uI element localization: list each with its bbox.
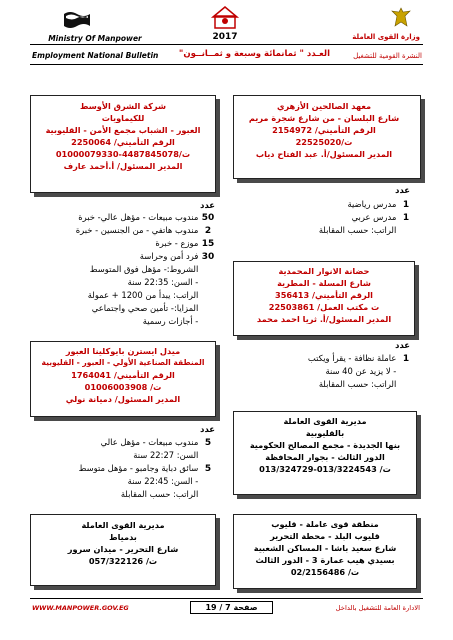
job-row: 2 مندوب هاتفي - من الجنسين - خبرة [75, 225, 212, 236]
job-row: 30 فرد أمن وحراسة [139, 251, 215, 262]
salary-row: الراتب: حسب المقابلة [318, 379, 397, 389]
ministry-en: Ministry Of Manpower [48, 34, 142, 43]
manager-name: المدير المسئول/ أ.أحمد عارف [63, 161, 183, 171]
employer-address: شارع المسلة - المطرية [277, 278, 371, 288]
benefits-row: - أجازات رسمية [142, 316, 199, 326]
salary-row: الراتب: حسب المقابلة [120, 489, 199, 499]
phone-number: ت/ 01006003908 [84, 382, 162, 392]
manager-name: المدير المسئول/ دميانة نولي [65, 394, 181, 404]
job-box-middle-east-chemicals [30, 95, 216, 193]
count-label: عدد [395, 340, 410, 350]
page-number: صفحة 7 / 19 [190, 601, 273, 614]
salary-row: الراتب: حسب المقابلة [318, 225, 397, 235]
phone-number: ت/4487845078-01000079330 [55, 149, 191, 159]
directorate-address: بسيدي هيب عمارة 3 - الدور الثالث [255, 555, 395, 565]
insurance-number: الرقم التأميني/ 1764041 [71, 370, 175, 380]
count-label: عدد [200, 200, 215, 210]
header-rule-top [30, 44, 423, 45]
job-row: 1 عاملة نظافة - يقرأ ويكتب [307, 353, 410, 364]
job-row: 5 مندوب مبيعات - مؤهل عالي [100, 437, 212, 448]
age-row: - السن: 22:35 سنة [127, 277, 199, 287]
count-label: عدد [395, 185, 410, 195]
directorate-name: منطقة قوى عاملة - قليوب [271, 519, 379, 529]
phone-number: ت مكتب العمل/ 22503861 [268, 302, 380, 312]
salary-row: الراتب: يبدأ من 1200 + عمولة [87, 290, 199, 300]
directorate-name: مديرية القوى العاملة [81, 520, 165, 530]
employer-address: المنطقة الصناعية الأولي - العبور - القليوبية [41, 358, 205, 367]
age-row: - السن: 22:45 سنة [127, 476, 199, 486]
department-name: الادارة العامة للتشغيل بالداخل [335, 604, 420, 612]
count-label: عدد [200, 424, 215, 434]
employer-name: حضانة الانوار المحمدية [278, 266, 370, 276]
job-box-nursery [233, 261, 415, 336]
requirements-row: الشروط:- مؤهل فوق المتوسط [89, 264, 199, 274]
benefits-row: المزايا:- تأمين صحي واجتماعي [91, 303, 199, 313]
directorate-box-damietta [30, 514, 216, 586]
issue-title: العـدد " ثمانمائة وسبعة و ثمــانــون" [178, 49, 330, 59]
website-link[interactable]: WWW.MANPOWER.GOV.EG [32, 604, 129, 612]
bulletin-ar: النشرة القومية للتشغيل [353, 52, 422, 60]
employer-name: معهد الصالحين الأزهري [276, 101, 372, 111]
age-row: السن: 22:27 سنة [133, 450, 199, 460]
egypt-eagle-icon [390, 6, 412, 30]
flag-logo [62, 8, 92, 30]
directorate-name: مديرية القوى العاملة [283, 416, 367, 426]
job-row: 50 مندوب مبيعات - مؤهل عالي- خبرة [78, 212, 215, 223]
footer-rule [30, 598, 423, 599]
insurance-number: الرقم التأميني/ 2154972 [272, 125, 376, 135]
employer-name-2: للكيماويات [101, 113, 145, 123]
directorate-region: بالقليوبية [305, 428, 345, 438]
directorate-box-qalyubia [233, 411, 417, 495]
phone-number: ت/22525020 [295, 137, 353, 147]
directorate-region: بدمياط [109, 532, 137, 542]
job-row: - لا يزيد عن 40 سنة [325, 366, 397, 376]
manager-name: المدير المسئول/أ. عبد الفتاح دياب [255, 149, 393, 159]
directorate-address: الدور الثالث - بجوار المحافظة [265, 452, 385, 462]
ministry-ar: وزارة القوى العاملة [352, 33, 420, 41]
header-rule-bottom [30, 64, 423, 65]
directorate-address: شارع سعيد باشا - المساكن الشعبية [253, 543, 397, 553]
job-row: 15 موزع - خبرة [155, 238, 215, 249]
employer-name: ميدل ايسترن بايوكلينا العبور [65, 346, 181, 356]
job-box-bioclean [30, 341, 216, 417]
directorate-address: بنها الجديدة - مجمع المصالح الحكومية [249, 440, 401, 450]
employer-address: العبور - الشباب مجمع الأمن - القليوبية [45, 125, 201, 135]
directorate-phone: ت/ 02/2156486 [290, 567, 360, 577]
manager-name: المدير المسئول/أ. ثريا احمد محمد [256, 314, 392, 324]
employer-address: شارع البلسان - من شارع شجرة مريم [248, 113, 400, 123]
directorate-address: قليوب البلد - محطة التحرير [270, 531, 380, 541]
directorate-address: شارع التحرير - ميدان سرور [67, 544, 179, 554]
job-row: 1 مدرس عربي [351, 212, 410, 223]
directorate-box-qalyub [233, 514, 417, 589]
job-row: 1 مدرس رياضية [347, 199, 410, 210]
job-box-al-salhin-institute [233, 95, 421, 179]
job-row: 5 سائق دباية وجامبو - مؤهل متوسط [78, 463, 212, 474]
year: 2017 [212, 32, 238, 42]
employer-name: شركة الشرق الأوسط [79, 101, 166, 111]
directorate-phone: ت/ 013/3224543-013/324729 [259, 464, 391, 474]
bulletin-en: Employment National Bulletin [32, 51, 159, 60]
center-logo [210, 4, 240, 30]
directorate-phone: ت/ 057/322126 [88, 556, 158, 566]
insurance-number: الرقم التأميني/ 2250064 [71, 137, 175, 147]
insurance-number: الرقم التأميني/ 356413 [275, 290, 373, 300]
